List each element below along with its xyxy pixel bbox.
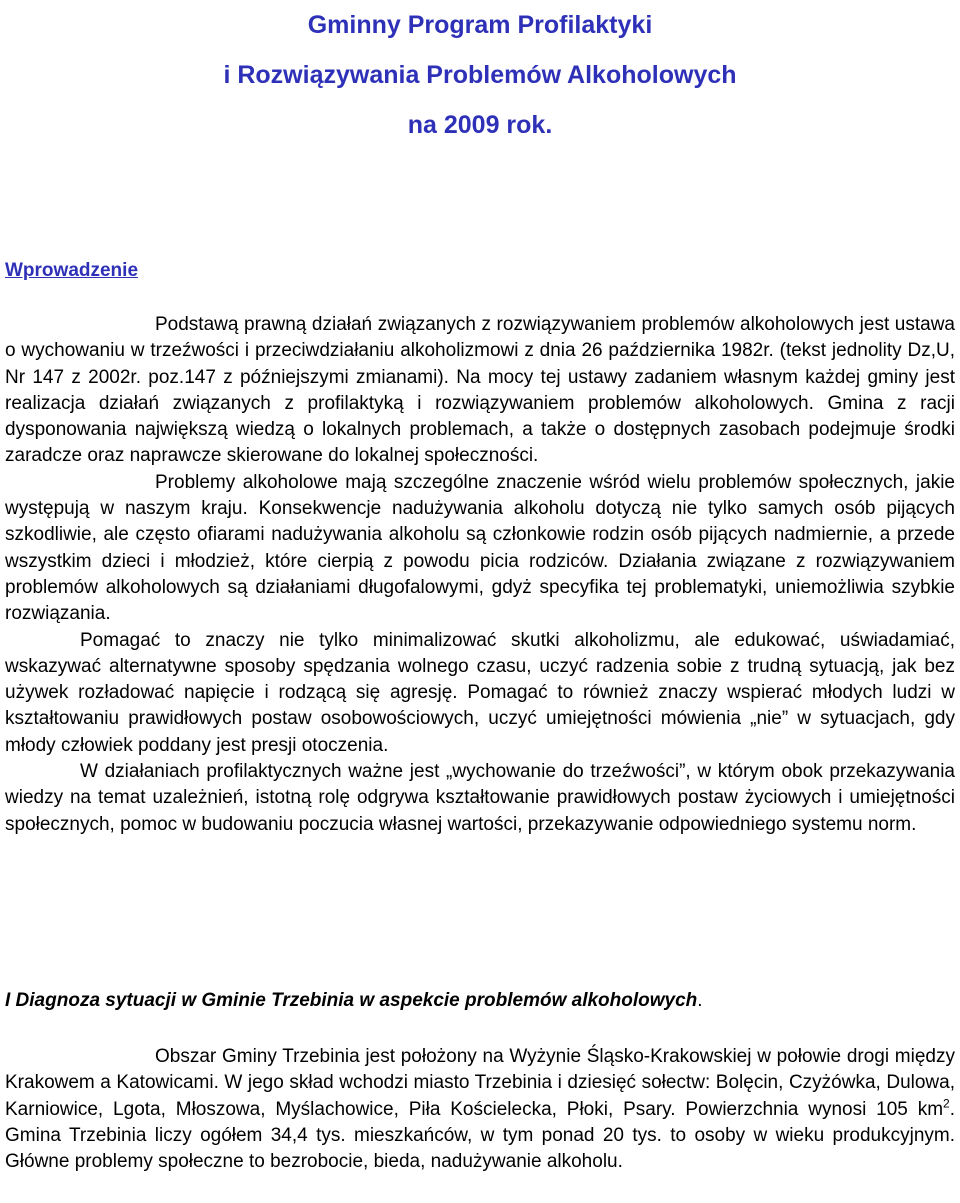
diagnosis-heading-period: . bbox=[697, 990, 703, 1011]
diagnosis-paragraph-1-part-b: . Gmina Trzebinia liczy ogółem 34,4 tys. mieszkańców, w tym ponad 20 tys. to osoby w wieku produkcyjnym. Główne problemy społeczne to bezrobocie, bieda, nadużywanie alkoholu. bbox=[5, 1098, 955, 1173]
diagnosis-paragraph-1-part-a: Obszar Gminy Trzebinia jest położony na Wyżynie Śląsko-Krakowskiej w połowie drogi między Krakowem a Katowicami. W jego skład wchodzi miasto Trzebinia i dziesięć sołectw: Bolęcin, Czyżówka, Dulowa, Karniowice, Lgota, Młoszowa, Myślachowice, Piła Kościelecka, Płoki, Psary. Powierzchnia wynosi 105 km bbox=[5, 1046, 955, 1120]
area-unit-superscript: 2 bbox=[943, 1096, 950, 1111]
diagnosis-heading bbox=[5, 988, 703, 1014]
diagnosis-paragraph-1 bbox=[5, 1044, 955, 1175]
intro-heading: Wprowadzenie bbox=[5, 260, 139, 281]
intro-section bbox=[5, 312, 955, 838]
diagnosis-section bbox=[5, 1044, 955, 1175]
document-title bbox=[0, 0, 960, 150]
intro-paragraph-4: W działaniach profilaktycznych ważne jest „wychowanie do trzeźwości”, w którym obok przekazywania wiedzy na temat uzależnień, istotną rolę odgrywa kształtowanie prawidłowych postaw życiowych i umiejętności społecznych, pomoc w budowaniu poczucia własnej wartości, przekazywanie odpowiedniego systemu norm. bbox=[5, 761, 955, 835]
intro-paragraph-3: Pomagać to znaczy nie tylko minimalizować skutki alkoholizmu, ale edukować, uświadamiać, wskazywać alternatywne sposoby spędzania wolnego czasu, uczyć radzenia sobie z trudną sytuacją, jak bez używek rozładować napięcie i rodzącą się agresję. Pomagać to również znaczy wspierać młodych ludzi w kształtowaniu prawidłowych postaw osobowościowych, uczyć umiejętności mówienia „nie” w sytuacjach, gdy młody człowiek poddany jest presji otoczenia. bbox=[5, 629, 955, 756]
intro-paragraph-1: Podstawą prawną działań związanych z rozwiązywaniem problemów alkoholowych jest ustawa o wychowaniu w trzeźwości i przeciwdziałaniu alkoholizmowi z dnia 26 października 1982r. (tekst jednolity Dz,U, Nr 147 z 2002r. poz.147 z późniejszymi zmianami). Na mocy tej ustawy zadaniem własnym każdej gminy jest realizacja działań związanych z profilaktyką i rozwiązywaniem problemów alkoholowych. Gmina z racji dysponowania największą wiedzą o lokalnych problemach, a także o dostępnych zasobach podejmuje środki zaradcze oraz naprawcze skierowane do lokalnej społeczności. bbox=[5, 314, 955, 467]
diagnosis-heading-text: I Diagnoza sytuacji w Gminie Trzebinia w aspekcie problemów alkoholowych bbox=[5, 990, 698, 1011]
intro-paragraph-2: Problemy alkoholowe mają szczególne znaczenie wśród wielu problemów społecznych, jakie występują w naszym kraju. Konsekwencje nadużywania alkoholu dotyczą nie tylko samych osób pijących szkodliwie, ale często ofiarami nadużywania alkoholu są członkowie rodzin osób pijących nadmiernie, a przede wszystkim dzieci i młodzież, które cierpią z powodu picia rodziców. Działania związane z rozwiązywaniem problemów alkoholowych są działaniami długofalowymi, gdyż specyfika tej problematyki, uniemożliwia szybkie rozwiązania. bbox=[5, 471, 955, 625]
title-line-1: Gminny Program Profilaktyki bbox=[307, 11, 653, 39]
title-line-3: na 2009 rok. bbox=[407, 111, 553, 139]
title-line-2: i Rozwiązywania Problemów Alkoholowych bbox=[223, 61, 737, 89]
